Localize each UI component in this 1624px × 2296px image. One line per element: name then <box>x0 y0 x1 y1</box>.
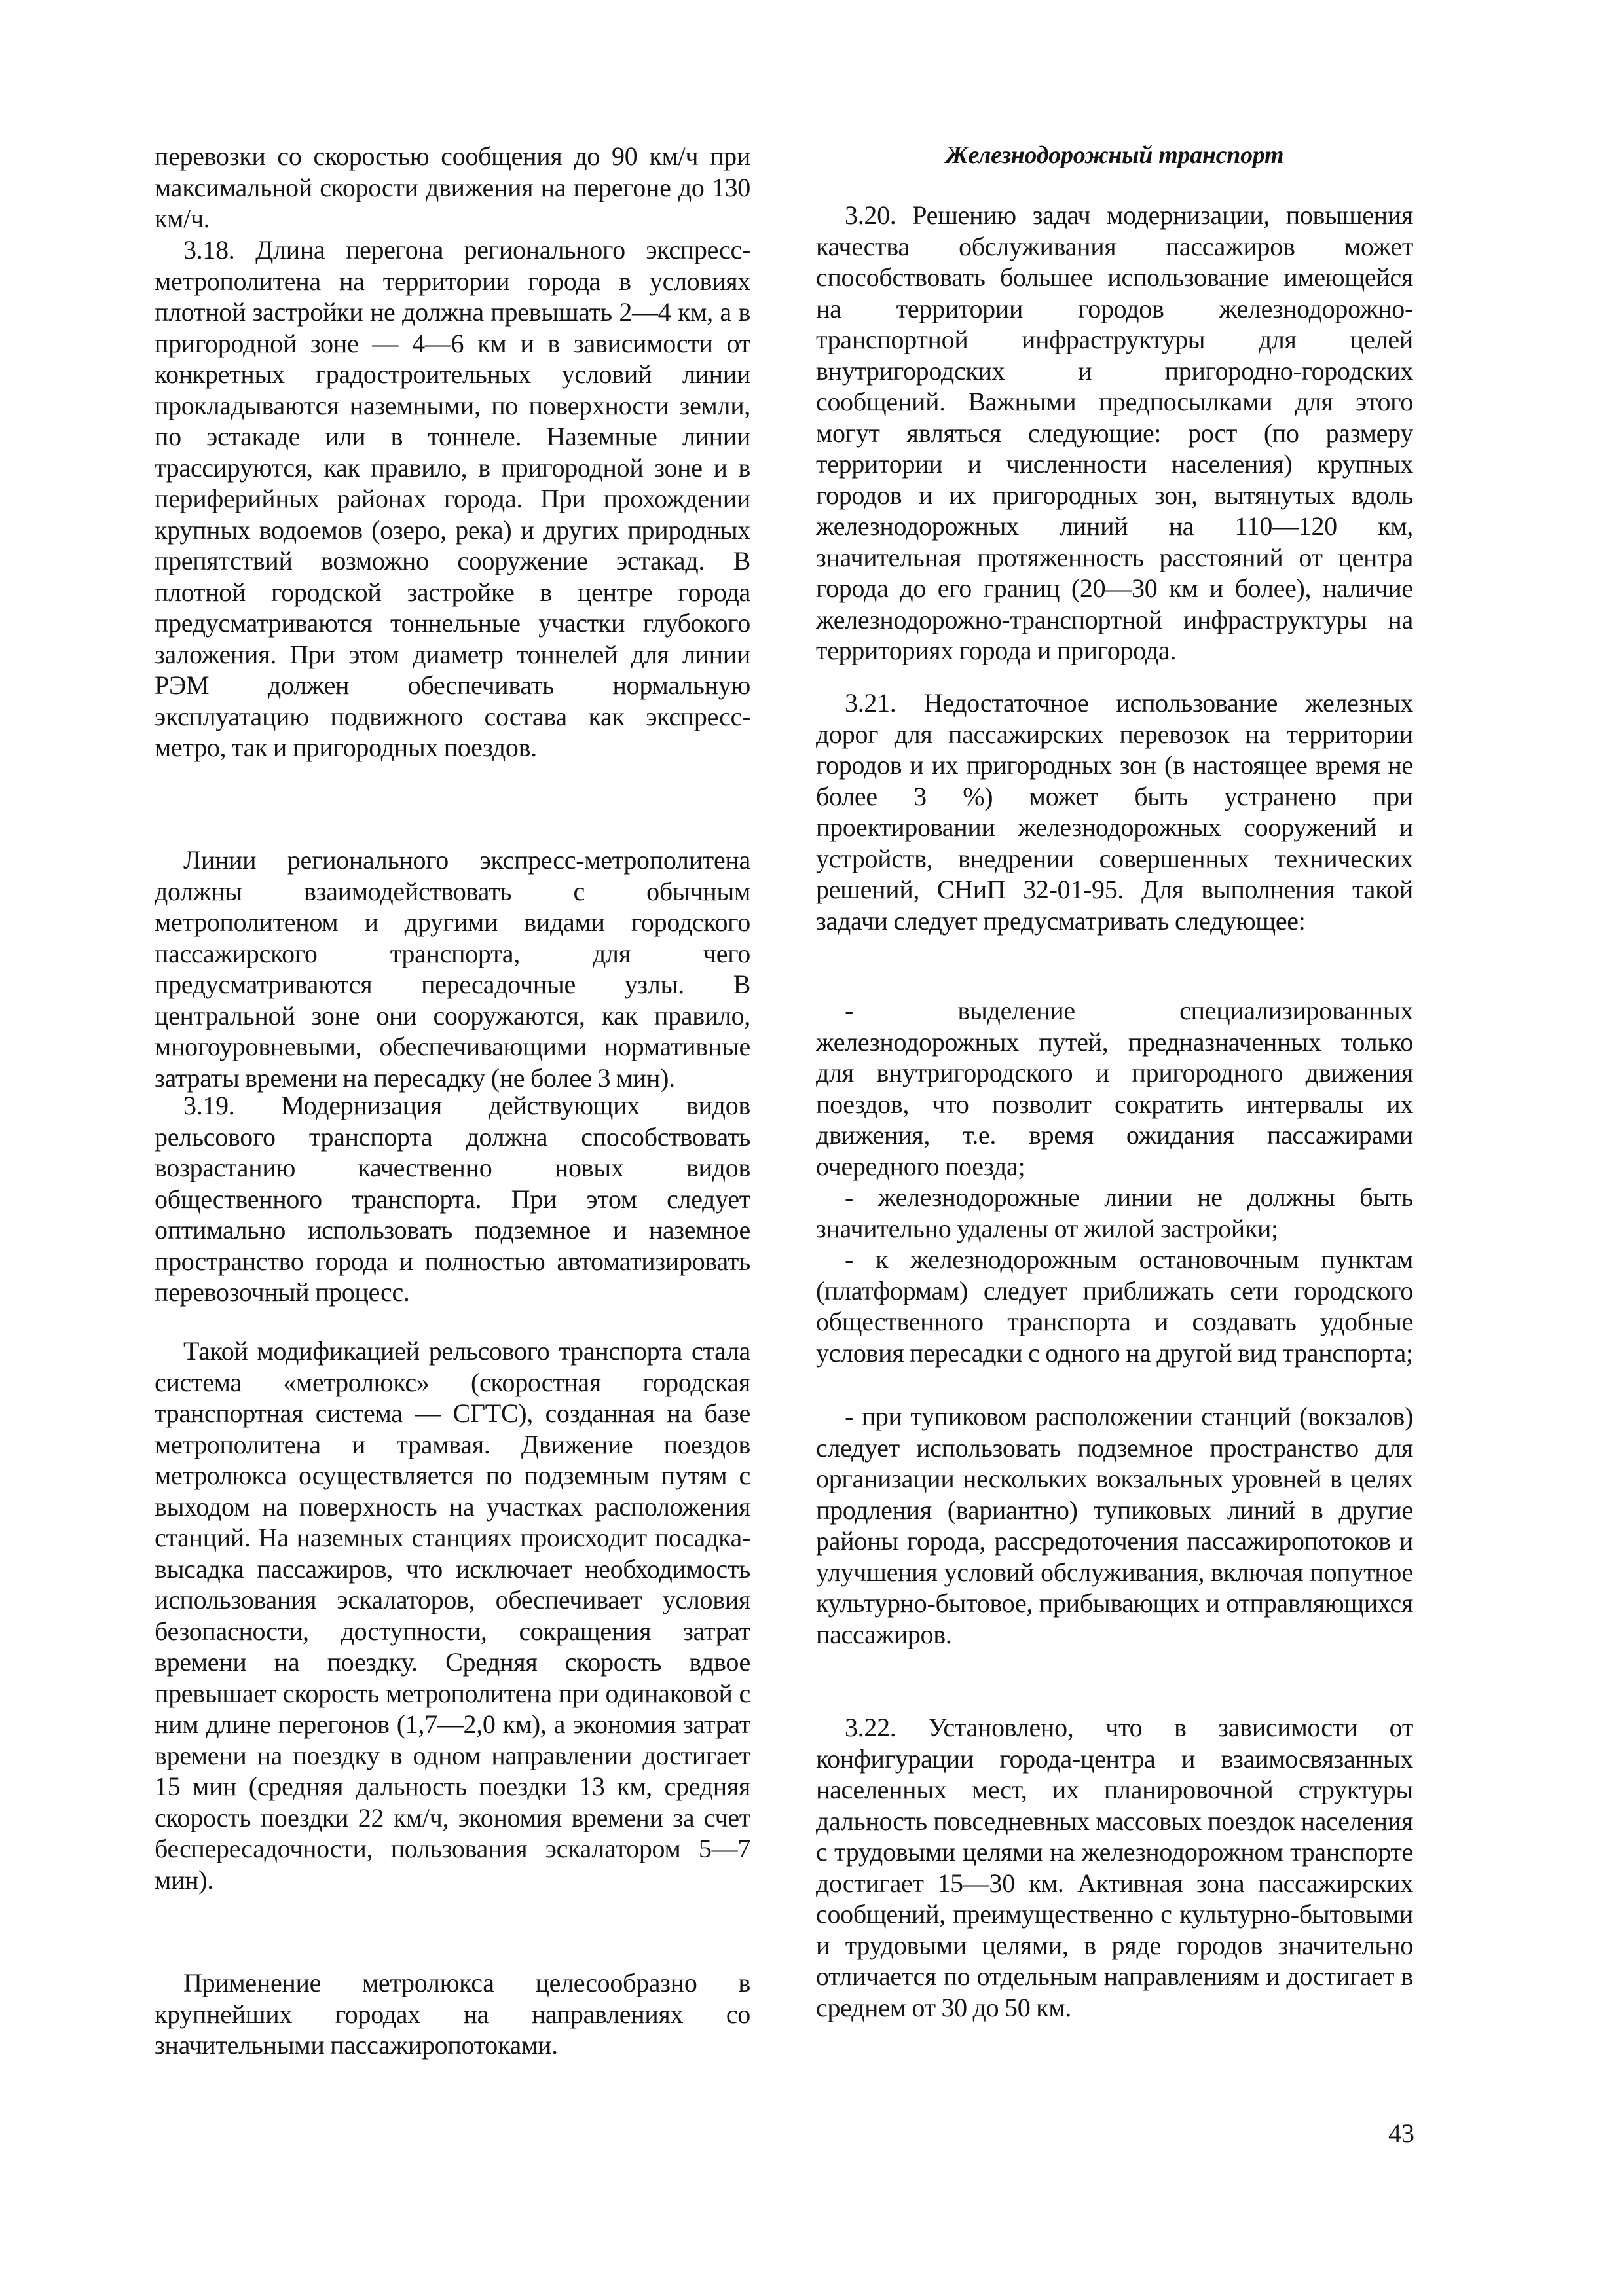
list-item-dedicated-tracks: - выделение специализированных железнодорожных путей, предназначенных только для внутригородского и пригородного движения поездов, что позволит сократить интервалы их движения, т.е. время ожидания пассажирами очередного поезда; <box>816 996 1413 1181</box>
list-item-distance-from-housing: - железнодорожные линии не должны быть значительно удалены от жилой застройки; <box>816 1182 1413 1243</box>
paragraph-speed-continuation: перевозки со скоростью сообщения до 90 км/ч при максимальной скорости движения на перегоне до 130 км/ч. <box>155 141 750 233</box>
paragraph-metrolux: Такой модификацией рельсового транспорта стала система «метролюкс» (скоростная городская транспортная система — СГТС), созданная на базе метрополитена и трамвая. Движение поездов метролюкса осуществляется по подземным путям с выходом на поверхность на участках расположения станций. На наземных станциях происходит посадка-высадка пассажиров, что исключает необходимость использования эскалаторов, обеспечивает условия безопасности, доступности, сокращения затрат времени на поездку. Средняя скорость вдвое превышает скорость метрополитена при одинаковой с ним длине перегонов (1,7—2,0 км), а экономия затрат времени на поездку в одном направлении достигает 15 мин (средняя дальность поездки 13 км, средняя скорость поездки 22 км/ч, экономия времени за счет беспересадочности, пользования эскалатором 5—7 мин). <box>155 1336 750 1895</box>
paragraph-3-20: 3.20. Решению задач модернизации, повышения качества обслуживания пассажиров может способствовать большее использование имеющейся на территории городов железнодорожно-транспортной инфраструктуры для целей внутригородских и пригородно-городских сообщений. Важными предпосылками для этого могут являться следующие: рост (по размеру территории и численности населения) крупных городов и их пригородных зон, вытянутых вдоль железнодорожных линий на 110—120 км, значительная протяженность расстояний от центра города до его границ (20—30 км и более), наличие железнодорожно-транспортной инфраструктуры на территориях города и пригорода. <box>816 200 1413 665</box>
section-heading-railway: Железнодорожный транспорт <box>945 141 1284 169</box>
paragraph-3-18: 3.18. Длина перегона регионального экспресс-метрополитена на территории города в условиях плотной застройки не должна превышать 2—4 км, а в пригородной зоне — 4—6 км и в зависимости от конкретных градостроительных условий линии прокладываются наземными, по поверхности земли, по эстакаде или в тоннеле. Наземные линии трассируются, как правило, в пригородной зоне и в периферийных районах города. При прохождении крупных водоемов (озеро, река) и других природных препятствий возможно сооружение эстакад. В плотной городской застройке в центре города предусматриваются тоннельные участки глубокого заложения. При этом диаметр тоннелей для линии РЭМ должен обеспечивать нормальную эксплуатацию подвижного состава как экспресс-метро, так и пригородных поездов. <box>155 235 750 762</box>
list-item-dead-end-stations: - при тупиковом расположении станций (вокзалов) следует использовать подземное пространство для организации нескольких вокзальных уровней в целях продления (вариантно) тупиковых линий в другие районы города, рассредоточения пассажиропотоков и улучшения условий обслуживания, включая попутное культурно-бытовое, прибывающих и отправляющихся пассажиров. <box>816 1402 1413 1649</box>
paragraph-3-22: 3.22. Установлено, что в зависимости от конфигурации города-центра и взаимосвязанных населенных мест, их планировочной структуры дальность повседневных массовых поездок населения с трудовыми целями на железнодорожном транспорте достигает 15—30 км. Активная зона пассажирских сообщений, преимущественно с культурно-бытовыми и трудовыми целями, в ряде городов значительно отличается по отдельным направлениям и достигает в среднем от 30 до 50 км. <box>816 1713 1413 2022</box>
paragraph-3-19: 3.19. Модернизация действующих видов рельсового транспорта должна способствовать возрастанию качественно новых видов общественного транспорта. При этом следует оптимально использовать подземное и наземное пространство города и полностью автоматизировать перевозочный процесс. <box>155 1091 750 1307</box>
paragraph-3-21: 3.21. Недостаточное использование железных дорог для пассажирских перевозок на территории городов и их пригородных зон (в настоящее время не более 3 %) может быть устранено при проектировании железнодорожных сооружений и устройств, внедрении совершенных технических решений, СНиП 32-01-95. Для выполнения такой задачи следует предусматривать следующее: <box>816 688 1413 936</box>
list-item-transfer-conditions: - к железнодорожным остановочным пунктам (платформам) следует приближать сети городского общественного транспорта и создавать удобные условия пересадки с одного на другой вид транспорта; <box>816 1245 1413 1368</box>
page-number: 43 <box>1388 2119 1414 2148</box>
paragraph-regional-lines: Линии регионального экспресс-метрополитена должны взаимодействовать с обычным метрополитеном и другими видами городского пассажирского транспорта, для чего предусматриваются пересадочные узлы. В центральной зоне они сооружаются, как правило, многоуровневыми, обеспечивающими нормативные затраты времени на пересадку (не более 3 мин). <box>155 845 750 1093</box>
paragraph-metrolux-application: Применение метролюкса целесообразно в крупнейших городах на направлениях со значительными пассажиропотоками. <box>155 1968 750 2060</box>
